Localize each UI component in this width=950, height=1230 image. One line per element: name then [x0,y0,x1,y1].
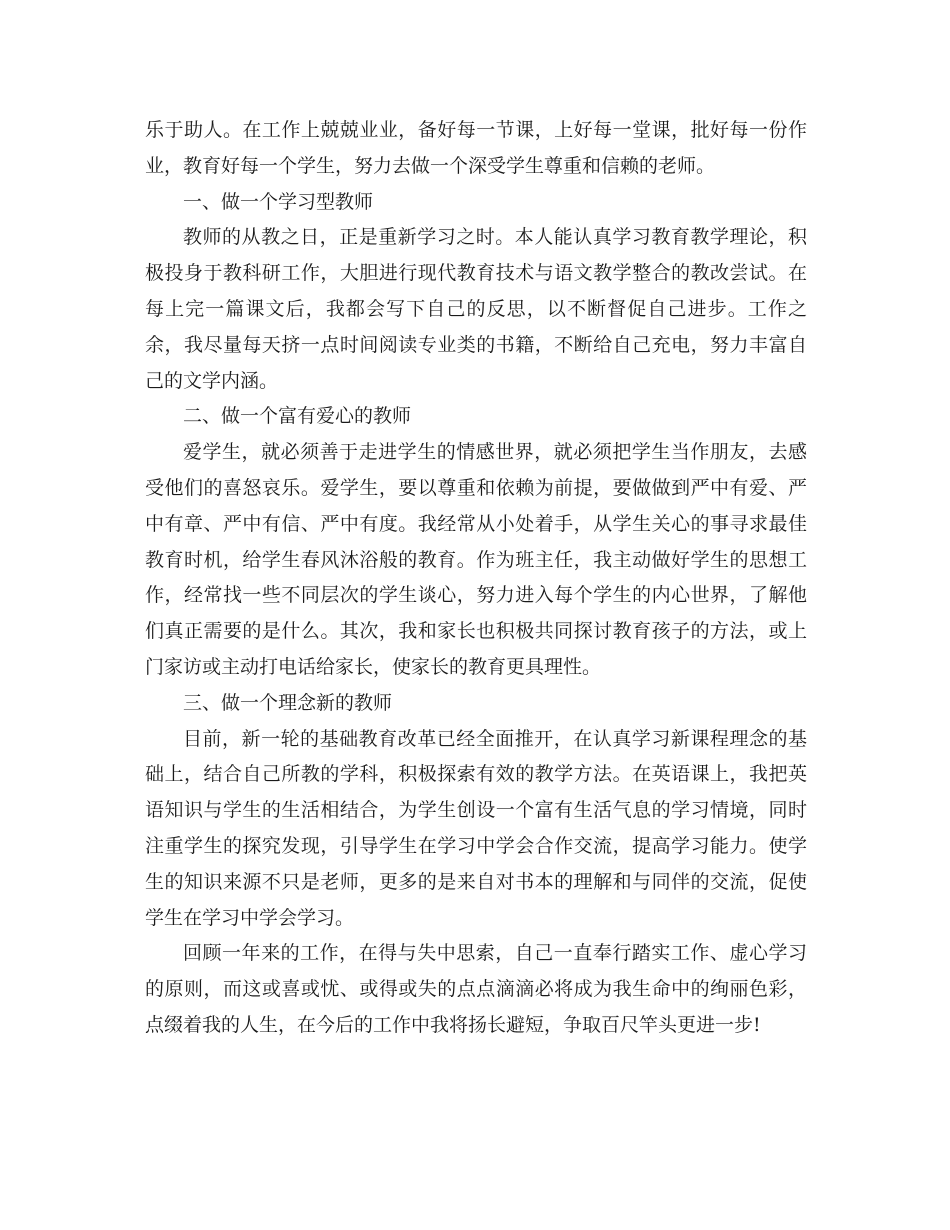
section-heading-new-concept-teacher: 三、做一个理念新的教师 [183,691,393,714]
section-heading-caring-teacher: 二、做一个富有爱心的教师 [183,405,412,428]
paragraph-conclusion: 回顾一年来的工作，在得与失中思索，自己一直奉行踏实工作、虚心学习的原则，而这或喜或忧、或得或失的点点滴滴必将成为我生命中的绚丽色彩，点缀着我的人生，在今后的工作中我将扬长避短，争取百尺竿头更进一步! [145,942,807,1036]
paragraph-learning-teacher: 教师的从教之日，正是重新学习之时。本人能认真学习教育教学理论，积极投身于教科研工作，大胆进行现代教育技术与语文教学整合的教改尝试。在每上完一篇课文后，我都会写下自己的反思，以不断督促自己进步。工作之余，我尽量每天挤一点时间阅读专业类的书籍，不断给自己充电，努力丰富自己的文学内涵。 [145,226,807,392]
paragraph-caring-teacher: 爱学生，就必须善于走进学生的情感世界，就必须把学生当作朋友，去感受他们的喜怒哀乐。爱学生，要以尊重和依赖为前提，要做做到严中有爱、严中有章、严中有信、严中有度。我经常从小处着手，从学生关心的事寻求最佳教育时机，给学生春风沐浴般的教育。作为班主任，我主动做好学生的思想工作，经常找一些不同层次的学生谈心，努力进入每个学生的内心世界，了解他们真正需要的是什么。其次，我和家长也积极共同探讨教育孩子的方法，或上门家访或主动打电话给家长，使家长的教育更具理性。 [145,441,807,678]
section-heading-learning-teacher: 一、做一个学习型教师 [183,190,374,213]
document-body [145,113,807,1044]
paragraph-new-concept-teacher: 目前，新一轮的基础教育改革已经全面推开，在认真学习新课程理念的基础上，结合自己所教的学科，积极探索有效的教学方法。在英语课上，我把英语知识与学生的生活相结合，为学生创设一个富有生活气息的学习情境，同时注重学生的探究发现，引导学生在学习中学会合作交流，提高学习能力。使学生的知识来源不只是老师，更多的是来自对书本的理解和与同伴的交流，促使学生在学习中学会学习。 [145,727,807,929]
paragraph-continuation: 乐于助人。在工作上兢兢业业，备好每一节课，上好每一堂课，批好每一份作业，教育好每一个学生，努力去做一个深受学生尊重和信赖的老师。 [145,119,807,177]
